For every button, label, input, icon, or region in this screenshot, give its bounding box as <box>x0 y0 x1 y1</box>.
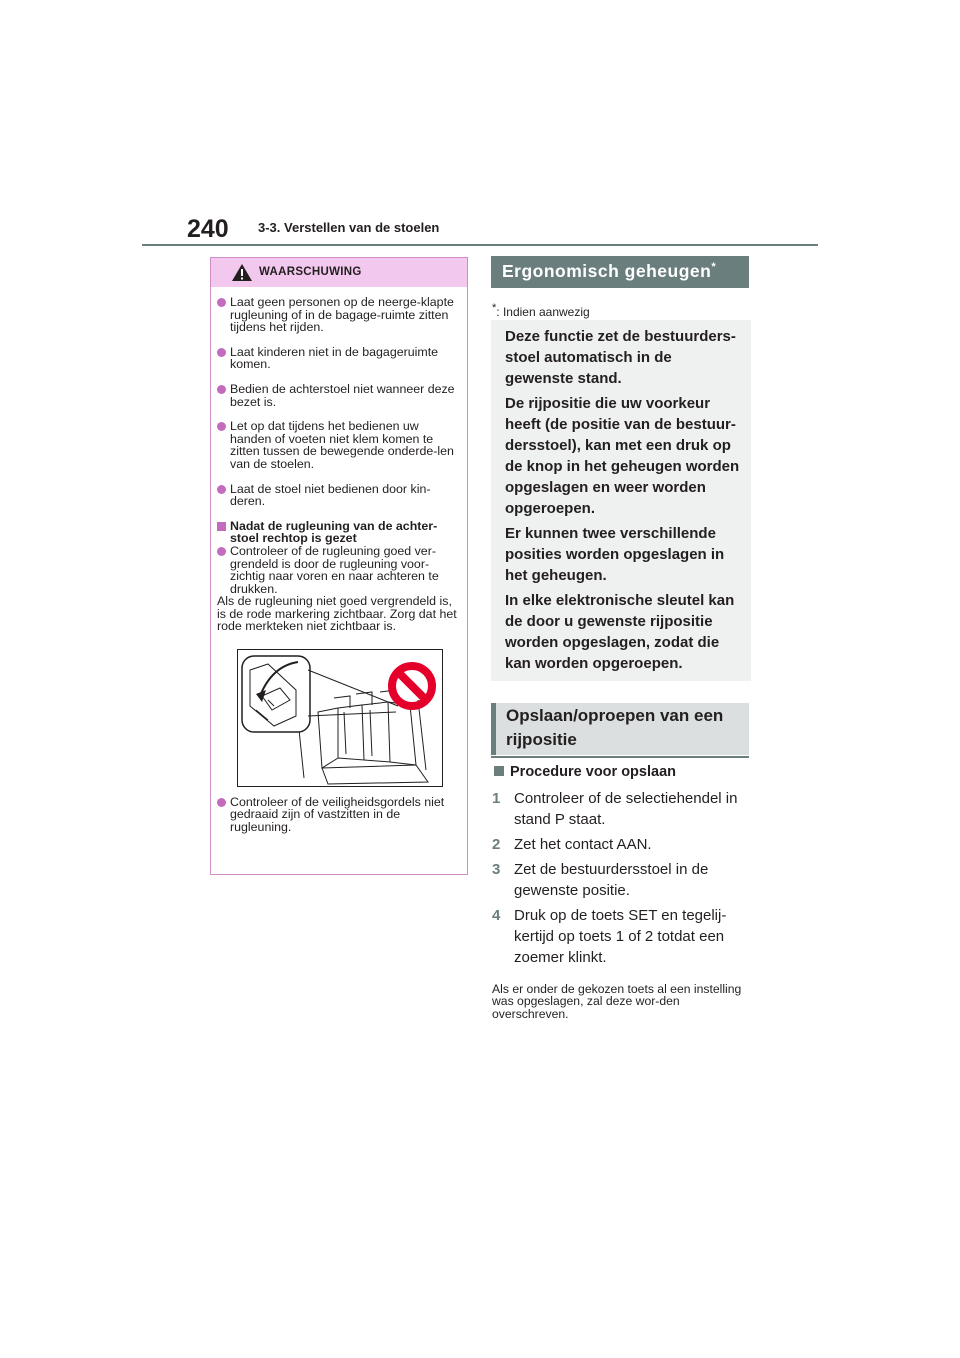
step-item <box>492 859 754 901</box>
summary-paragraph: Er kunnen twee verschillende posities worden opgeslagen in het geheugen. <box>505 525 725 584</box>
storage-heading-text: Opslaan/oproepen van een rijpositie <box>506 706 724 749</box>
warning-item-text: Let op dat tijdens het bedienen uw handen of voeten niet klem komen te zitten tussen de bewegende onderde-len van de stoelen. <box>230 419 454 471</box>
step-text: Druk op de toets SET en tegelij-kertijd op toets 1 of 2 totdat een zoemer klinkt. <box>514 907 727 966</box>
step-number: 4 <box>492 907 501 924</box>
square-bullet-icon <box>217 522 226 531</box>
warning-item <box>217 483 459 508</box>
step-item <box>492 834 754 855</box>
section-title: 3-3. Verstellen van de stoelen <box>258 220 440 235</box>
footnote-text: : Indien aanwezig <box>496 305 590 319</box>
footnote <box>492 302 590 319</box>
procedure-heading <box>494 764 676 780</box>
header-rule <box>142 244 818 246</box>
heading-bar <box>491 703 496 755</box>
step-item <box>492 905 754 968</box>
summary-paragraph: Deze functie zet de bestuurders-stoel automatisch in de gewenste stand. <box>505 328 736 387</box>
warning-body <box>211 287 467 833</box>
step-text: Zet het contact AAN. <box>514 836 652 853</box>
step-item <box>492 788 754 830</box>
procedure-heading-text: Procedure voor opslaan <box>510 764 676 780</box>
warning-item-text: Controleer of de veiligheidsgordels niet gedraaid zijn of vastzitten in de rugleuning. <box>230 794 445 834</box>
bullet-icon <box>217 422 226 431</box>
storage-note: Als er onder de gekozen toets al een instelling was opgeslagen, zal deze wor-den overschreven. <box>492 982 742 1021</box>
bullet-icon <box>217 348 226 357</box>
warning-item-text: Laat kinderen niet in de bagageruimte komen. <box>230 344 439 372</box>
warning-item-text: Laat geen personen op de neerge-klapte rugleuning of in de bagage-ruimte zitten tijdens het rijden. <box>230 295 454 335</box>
step-text: Zet de bestuurdersstoel in de gewenste positie. <box>514 861 709 899</box>
square-bullet-icon <box>494 766 504 776</box>
step-text: Controleer of de selectiehendel in stand P staat. <box>514 790 738 828</box>
seat-illustration <box>237 649 443 787</box>
bullet-icon <box>217 298 226 307</box>
warning-item <box>217 545 459 595</box>
summary-paragraph: In elke elektronische sleutel kan de door u gewenste rijpositie worden opgeslagen, zodat die kan worden opgeroepen. <box>505 592 735 672</box>
warning-item-text: Bedien de achterstoel niet wanneer deze bezet is. <box>230 381 455 409</box>
warning-item <box>217 346 459 371</box>
page-number: 240 <box>187 215 229 243</box>
steps-list <box>492 788 754 972</box>
warning-title: WAARSCHUWING <box>259 266 362 278</box>
bullet-icon <box>217 385 226 394</box>
warning-header <box>211 258 467 287</box>
ergonomic-heading <box>491 256 749 288</box>
footnote-mark: * <box>492 302 497 314</box>
warning-item <box>217 296 459 334</box>
summary-box <box>491 320 751 681</box>
step-number: 1 <box>492 790 501 807</box>
asterisk: * <box>711 261 717 274</box>
storage-heading <box>491 703 749 755</box>
summary-paragraph: De rijpositie die uw voorkeur heeft (de positie van de bestuur-dersstoel), kan met een druk op de knop in het geheugen worden opgeslagen en weer worden opgeroepen. <box>505 395 740 517</box>
warning-subheading-text: Nadat de rugleuning van de achter-stoel rechtop is gezet <box>230 518 438 546</box>
warning-item-text: Controleer of de rugleuning goed ver-grendeld is door de rugleuning voor-zichtig naar voren en naar achteren te drukken. <box>230 543 439 596</box>
warning-item-text: Laat de stoel niet bedienen door kin-deren. <box>230 481 431 509</box>
step-number: 3 <box>492 861 501 878</box>
bullet-icon <box>217 485 226 494</box>
warning-subheading <box>217 520 459 545</box>
heading-underline <box>491 756 749 758</box>
warning-item <box>217 420 459 470</box>
ergonomic-heading-text: Ergonomisch geheugen <box>502 261 712 281</box>
warning-item <box>217 383 459 408</box>
bullet-icon <box>217 547 226 556</box>
warning-triangle-icon <box>231 263 253 282</box>
warning-box <box>210 257 468 875</box>
step-number: 2 <box>492 836 501 853</box>
warning-item <box>217 796 459 834</box>
warning-note: Als de rugleuning niet goed vergrendeld is, is de rode markering zichtbaar. Zorg dat het rode merkteken niet zichtbaar is. <box>217 594 457 634</box>
bullet-icon <box>217 798 226 807</box>
